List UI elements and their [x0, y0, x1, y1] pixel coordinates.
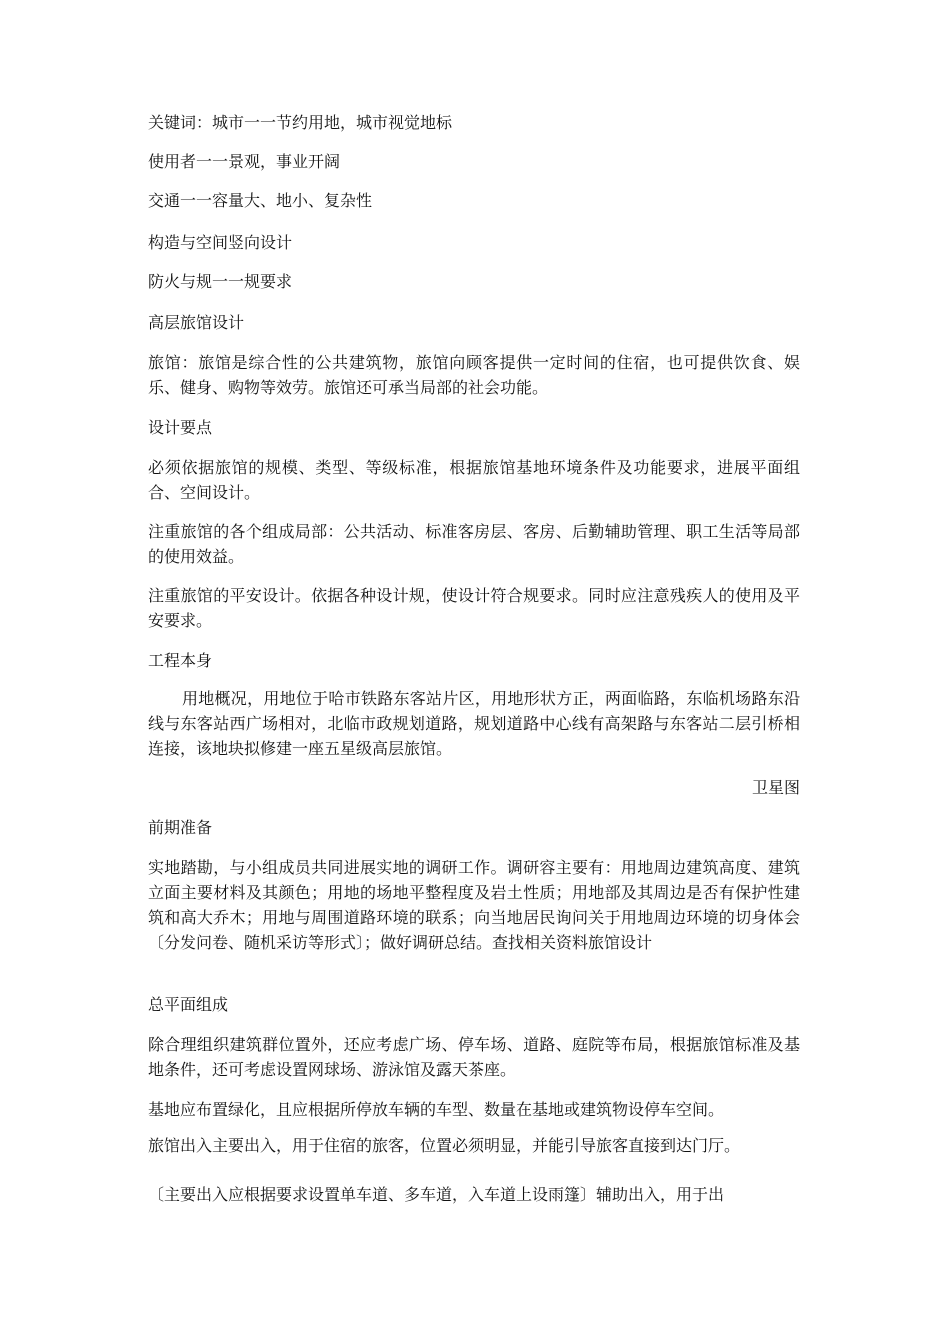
traffic-line: 交通一一容量大、地小、复杂性 — [148, 191, 373, 210]
keywords-line: 关键词：城市一一节约用地，城市视觉地标 — [148, 113, 453, 132]
satellite-image-caption: 卫星图 — [751, 778, 800, 797]
greening-paragraph: 基地应布置绿化，且应根据所停放车辆的车型、数量在基地或建筑物设停车空间。 — [148, 1100, 725, 1119]
section-heading-preparation: 前期准备 — [148, 818, 213, 837]
site-overview-paragraph: 用地概况，用地位于哈市铁路东客站片区，用地形状方正，两面临路，东临机场路东沿线与东客站西广场相对，北临市政规划道路，规划道路中心线有高架路与东客站二层引桥相连接，该地块拟修建一座五星级高层旅馆。 — [148, 689, 800, 758]
section-heading-project: 工程本身 — [148, 651, 213, 670]
hotel-definition-paragraph: 旅馆：旅馆是综合性的公共建筑物，旅馆向顾客提供一定时间的住宿，也可提供饮食、娱乐、健身、购物等效劳。旅馆还可承当局部的社会功能。 — [148, 353, 800, 397]
section-heading-hotel-design: 高层旅馆设计 — [148, 313, 245, 332]
fire-line: 防火与规一一规要求 — [148, 272, 293, 291]
design-point-2: 注重旅馆的各个组成局部：公共活动、标准客房层、客房、后勤辅助管理、职工生活等局部的使用效益。 — [148, 522, 800, 566]
structure-line: 构造与空间竖向设计 — [148, 233, 293, 252]
section-heading-site-plan: 总平面组成 — [148, 995, 229, 1014]
site-plan-paragraph: 除合理组织建筑群位置外，还应考虑广场、停车场、道路、庭院等布局，根据旅馆标准及基地条件，还可考虑设置网球场、游泳馆及露天茶座。 — [148, 1035, 800, 1079]
entrance-paragraph: 旅馆出入主要出入，用于住宿的旅客，位置必须明显，并能引导旅客直接到达门厅。 — [148, 1136, 741, 1155]
site-survey-paragraph: 实地踏勘，与小组成员共同进展实地的调研工作。调研容主要有：用地周边建筑高度、建筑立面主要材料及其颜色；用地的场地平整程度及岩土性质；用地部及其周边是否有保护性建筑和高大乔木；用地与周围道路环境的联系；向当地居民询问关于用地周边环境的切身体会〔分发问卷、随机采访等形式〕；做好调研总结。查找相关资料旅馆设计 — [148, 858, 800, 952]
users-line: 使用者一一景观，事业开阔 — [148, 152, 341, 171]
design-point-1: 必须依据旅馆的规模、类型、等级标准，根据旅馆基地环境条件及功能要求，进展平面组合、空间设计。 — [148, 458, 800, 502]
design-point-3: 注重旅馆的平安设计。依据各种设计规，使设计符合规要求。同时应注意残疾人的使用及平安要求。 — [148, 586, 800, 630]
section-heading-design-points: 设计要点 — [148, 418, 213, 437]
entrance-note-line: 〔主要出入应根据要求设置单车道、多车道，入车道上设雨篷〕辅助出入，用于出 — [148, 1185, 725, 1204]
